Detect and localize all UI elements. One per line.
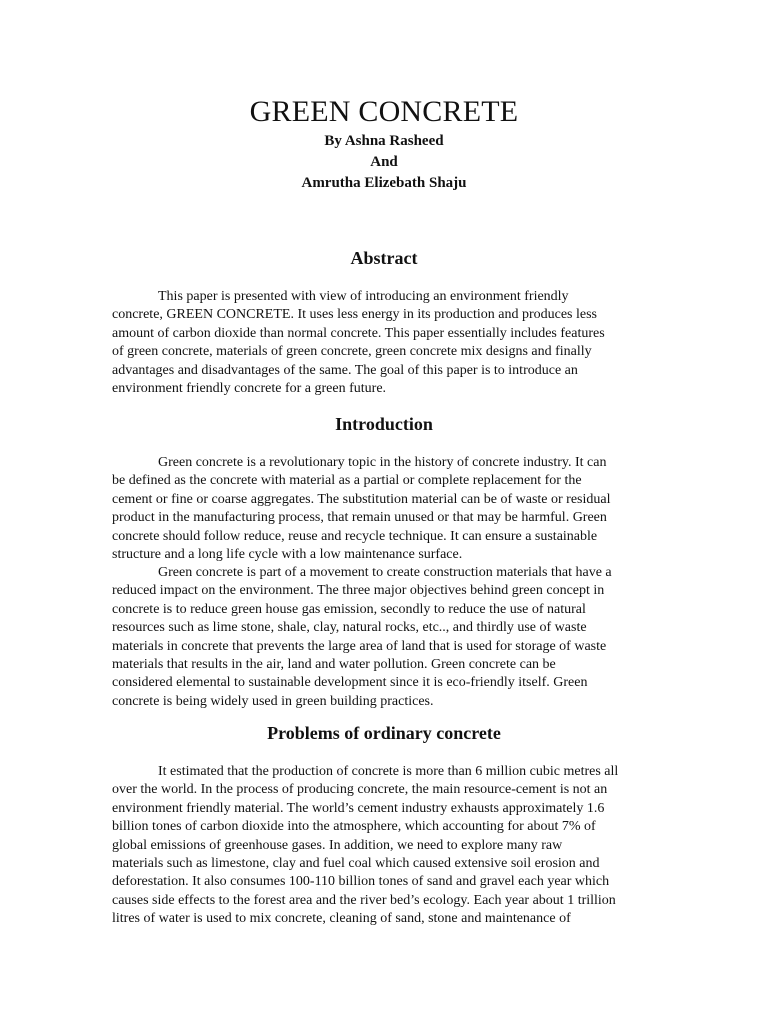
problems-line: causes side effects to the forest area and the river bed’s ecology. Each year about 1 trillion [112, 892, 616, 908]
problems-heading: Problems of ordinary concrete [267, 723, 501, 743]
abstract-paragraph [112, 288, 660, 398]
introduction-line: Green concrete is a revolutionary topic in the history of concrete industry. It can [158, 455, 607, 470]
paper-title: GREEN CONCRETE [249, 95, 519, 128]
introduction-line: considered elemental to sustainable development since it is eco-friendly itself. Green [112, 675, 588, 691]
abstract-line: of green concrete, materials of green concrete, green concrete mix designs and finally [112, 344, 592, 360]
problems-line: over the world. In the process of producing concrete, the main resource-cement is not an [112, 782, 608, 798]
problems-line: global emissions of greenhouse gases. In addition, we need to explore many raw [112, 837, 563, 853]
introduction-line: concrete is being widely used in green building practices. [112, 693, 434, 709]
abstract-line: concrete, GREEN CONCRETE. It uses less energy in its production and produces less [112, 307, 597, 323]
abstract-line: This paper is presented with view of introducing an environment friendly [158, 289, 569, 304]
author-line-3: Amrutha Elizebath Shaju [301, 175, 467, 191]
author-line-1: By Ashna Rasheed [324, 133, 444, 149]
introduction-line: Green concrete is part of a movement to create construction materials that have a [158, 565, 612, 580]
introduction-line: product in the manufacturing process, that remain unused or that may be harmful. Green [112, 510, 607, 526]
introduction-line: concrete should follow reduce, reuse and recycle technique. It can ensure a sustainable [112, 528, 598, 544]
problems-paragraph [112, 763, 660, 929]
introduction-line: reduced impact on the environment. The three major objectives behind green concept in [112, 583, 605, 599]
abstract-line: amount of carbon dioxide than normal concrete. This paper essentially includes features [112, 325, 605, 341]
introduction-line: cement or fine or coarse aggregates. The substitution material can be of waste or residual [112, 491, 611, 507]
abstract-line: advantages and disadvantages of the same. The goal of this paper is to introduce an [112, 362, 578, 378]
author-line-2: And [370, 154, 398, 170]
introduction-line: structure and a long life cycle with a low maintenance surface. [112, 547, 463, 563]
abstract-heading: Abstract [350, 248, 418, 268]
introduction-line: materials in concrete that prevents the large area of land that is used for storage of waste [112, 638, 607, 654]
introduction-paragraph-2 [112, 564, 660, 711]
introduction-line: materials that results in the air, land and water pollution. Green concrete can be [112, 657, 556, 673]
problems-line: materials such as limestone, clay and fuel coal which caused extensive soil erosion and [112, 856, 600, 872]
problems-line: It estimated that the production of concrete is more than 6 million cubic metres all [158, 764, 619, 779]
problems-line: deforestation. It also consumes 100-110 billion tones of sand and gravel each year which [112, 874, 610, 890]
problems-line: billion tones of carbon dioxide into the atmosphere, which accounting for about 7% of [112, 819, 596, 835]
introduction-line: be defined as the concrete with material as a partial or complete replacement for the [112, 473, 582, 489]
introduction-line: resources such as lime stone, shale, clay, natural rocks, etc.., and thirdly use of waste [112, 620, 587, 636]
introduction-line: concrete is to reduce green house gas emission, secondly to reduce the use of natural [112, 601, 586, 617]
problems-line: litres of water is used to mix concrete, cleaning of sand, stone and maintenance of [112, 911, 571, 927]
problems-line: environment friendly material. The world’s cement industry exhausts approximately 1.6 [112, 800, 605, 816]
introduction-heading: Introduction [335, 414, 433, 434]
abstract-line: environment friendly concrete for a green future. [112, 381, 387, 397]
introduction-paragraph-1 [112, 454, 660, 564]
